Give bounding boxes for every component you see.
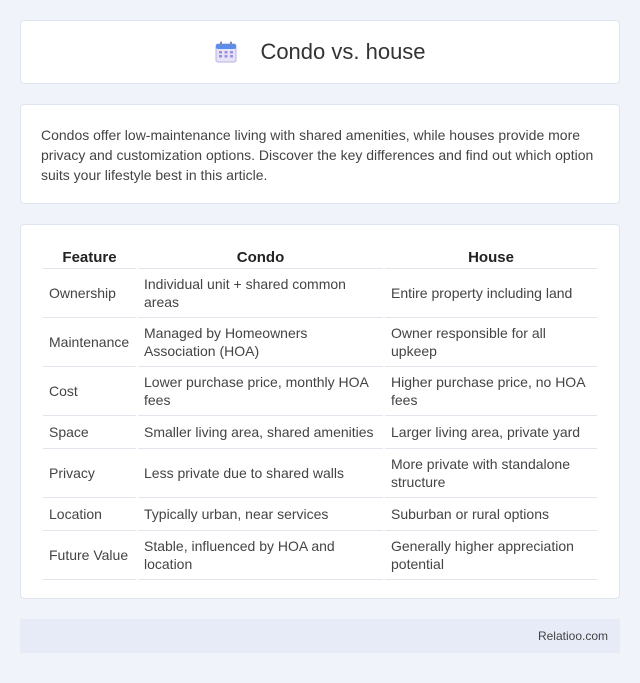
table-row xyxy=(43,367,597,416)
intro-card xyxy=(20,104,620,204)
table-row xyxy=(43,416,597,449)
feature-cell: Space xyxy=(43,416,136,449)
feature-cell: Maintenance xyxy=(43,318,136,367)
comparison-table xyxy=(41,245,599,580)
condo-cell: Less private due to shared walls xyxy=(138,449,383,498)
house-cell: Suburban or rural options xyxy=(385,498,597,531)
intro-text: Condos offer low-maintenance living with shared amenities, while houses provide more privacy and customization options. Discover the key differences and find out which option suits your lifestyle best in this article. xyxy=(41,127,594,183)
feature-cell: Location xyxy=(43,498,136,531)
condo-cell: Smaller living area, shared amenities xyxy=(138,416,383,449)
table-row xyxy=(43,318,597,367)
comparison-card xyxy=(20,224,620,599)
feature-cell: Privacy xyxy=(43,449,136,498)
condo-cell: Stable, influenced by HOA and location xyxy=(138,531,383,580)
house-cell: More private with standalone structure xyxy=(385,449,597,498)
calendar-icon xyxy=(214,40,238,64)
footer xyxy=(20,619,620,653)
feature-cell: Ownership xyxy=(43,269,136,318)
condo-cell: Lower purchase price, monthly HOA fees xyxy=(138,367,383,416)
table-row xyxy=(43,498,597,531)
house-cell: Higher purchase price, no HOA fees xyxy=(385,367,597,416)
condo-cell: Managed by Homeowners Association (HOA) xyxy=(138,318,383,367)
title-wrap xyxy=(214,39,425,65)
header-feature: Feature xyxy=(43,245,136,269)
table-row xyxy=(43,269,597,318)
house-cell: Generally higher appreciation potential xyxy=(385,531,597,580)
header-house: House xyxy=(385,245,597,269)
table-header-row xyxy=(43,245,597,269)
footer-brand: Relatioo.com xyxy=(537,629,608,643)
condo-cell: Individual unit + shared common areas xyxy=(138,269,383,318)
header-condo: Condo xyxy=(138,245,383,269)
feature-cell: Cost xyxy=(43,367,136,416)
house-cell: Larger living area, private yard xyxy=(385,416,597,449)
title-card xyxy=(20,20,620,84)
house-cell: Entire property including land xyxy=(385,269,597,318)
table-row xyxy=(43,531,597,580)
house-cell: Owner responsible for all upkeep xyxy=(385,318,597,367)
page-title: Condo vs. house xyxy=(260,39,426,64)
table-row xyxy=(43,449,597,498)
condo-cell: Typically urban, near services xyxy=(138,498,383,531)
feature-cell: Future Value xyxy=(43,531,136,580)
